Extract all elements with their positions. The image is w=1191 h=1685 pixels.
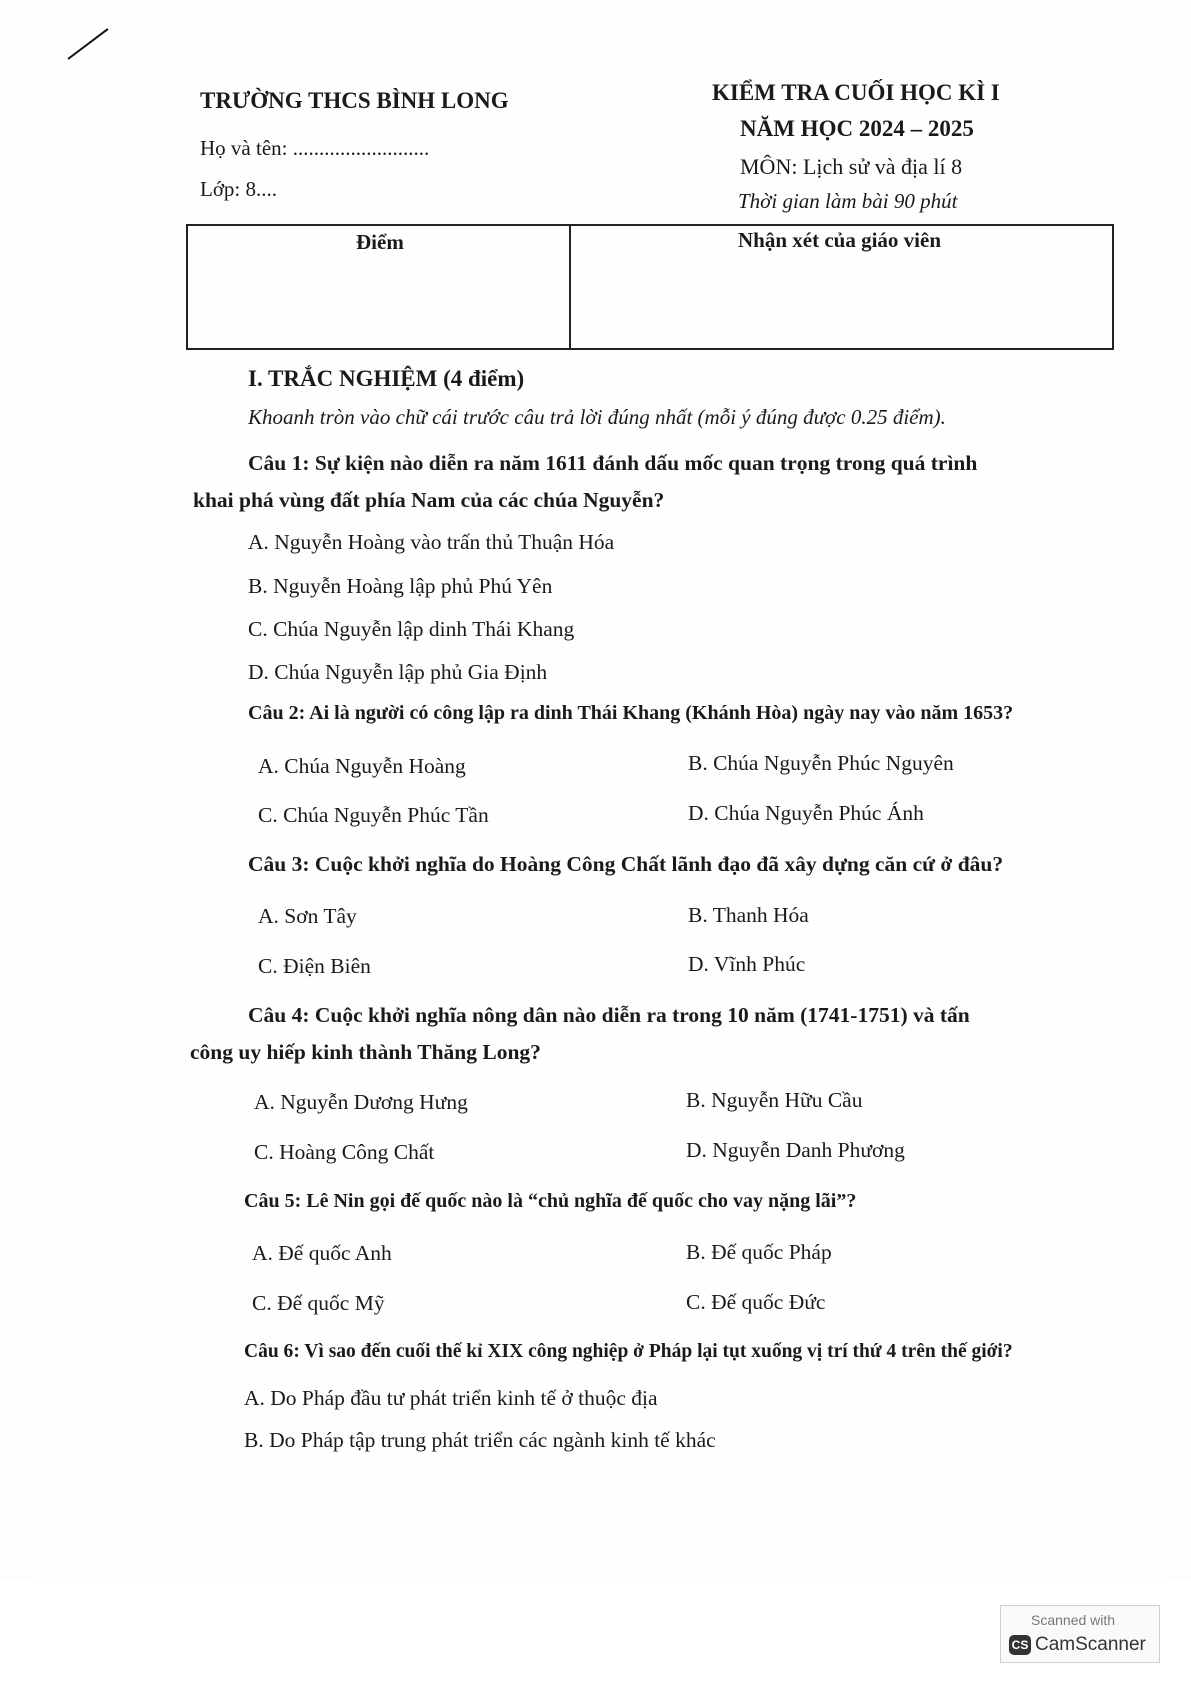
- q2-option-d: D. Chúa Nguyễn Phúc Ánh: [688, 801, 924, 825]
- watermark-caption: Scanned with: [1031, 1612, 1116, 1628]
- q1-option-b: B. Nguyễn Hoàng lập phủ Phú Yên: [248, 574, 553, 598]
- question-6: [244, 1341, 1013, 1363]
- camscanner-watermark: [1000, 1605, 1160, 1663]
- question-5: [244, 1190, 856, 1213]
- score-table: [186, 224, 1114, 350]
- q5-option-a: A. Đế quốc Anh: [252, 1241, 392, 1265]
- q1-option-c: C. Chúa Nguyễn lập dinh Thái Khang: [248, 617, 575, 641]
- question-text: : Vì sao đến cuối thế kỉ XIX công nghiệp ở Pháp lại tụt xuống vị trí thứ 4 trên thế giới?: [293, 1341, 1013, 1362]
- question-1: [248, 451, 977, 476]
- exam-duration: Thời gian làm bài 90 phút: [738, 189, 958, 213]
- class-field: Lớp: 8....: [200, 177, 278, 201]
- exam-title: KIỂM TRA CUỐI HỌC KÌ I: [712, 80, 1000, 105]
- question-label: Câu 4: [248, 1003, 303, 1027]
- q5-option-d: C. Đế quốc Đức: [686, 1290, 826, 1314]
- school-year: NĂM HỌC 2024 – 2025: [740, 116, 974, 141]
- question-3: [248, 852, 1003, 877]
- section-title: I. TRẮC NGHIỆM (4 điểm): [248, 366, 525, 391]
- question-2: [248, 702, 1013, 725]
- q1-option-a: A. Nguyễn Hoàng vào trấn thủ Thuận Hóa: [248, 530, 615, 554]
- q6-option-a: A. Do Pháp đầu tư phát triển kinh tế ở thuộc địa: [244, 1386, 658, 1410]
- q4-option-d: D. Nguyễn Danh Phương: [686, 1138, 905, 1162]
- q4-option-a: A. Nguyễn Dương Hưng: [254, 1090, 468, 1114]
- student-name-field: Họ và tên: ..........................: [200, 136, 430, 160]
- question-label: Câu 1: [248, 451, 303, 475]
- q5-option-c: C. Đế quốc Mỹ: [252, 1291, 385, 1315]
- question-4-cont: công uy hiếp kinh thành Thăng Long?: [190, 1040, 541, 1064]
- question-label: Câu 5: [244, 1190, 295, 1212]
- section-instruction: Khoanh tròn vào chữ cái trước câu trả lời đúng nhất (mỗi ý đúng được 0.25 điểm).: [248, 405, 946, 429]
- school-name: TRƯỜNG THCS BÌNH LONG: [200, 88, 509, 113]
- q2-option-c: C. Chúa Nguyễn Phúc Tần: [258, 803, 489, 827]
- question-text: : Lê Nin gọi đế quốc nào là “chủ nghĩa đế quốc cho vay nặng lãi”?: [294, 1190, 857, 1212]
- q3-option-d: D. Vĩnh Phúc: [688, 952, 806, 976]
- q4-option-c: C. Hoàng Công Chất: [254, 1140, 435, 1164]
- question-1-cont: khai phá vùng đất phía Nam của các chúa Nguyễn?: [193, 488, 665, 512]
- question-4: [248, 1003, 970, 1028]
- q2-option-b: B. Chúa Nguyễn Phúc Nguyên: [688, 751, 954, 775]
- question-label: Câu 3: [248, 852, 303, 876]
- q3-option-b: B. Thanh Hóa: [688, 903, 809, 927]
- score-header: Điểm: [356, 230, 404, 254]
- q5-option-b: B. Đế quốc Pháp: [686, 1240, 832, 1264]
- camscanner-logo-icon: CS: [1009, 1635, 1031, 1655]
- question-label: Câu 2: [248, 702, 299, 724]
- question-text: : Sự kiện nào diễn ra năm 1611 đánh dấu mốc quan trọng trong quá trình: [302, 451, 978, 475]
- watermark-brand: CamScanner: [1035, 1634, 1146, 1655]
- subject: MÔN: Lịch sử và địa lí 8: [740, 154, 963, 179]
- q4-option-b: B. Nguyễn Hữu Cầu: [686, 1088, 863, 1112]
- table-divider: [569, 226, 571, 348]
- q6-option-b: B. Do Pháp tập trung phát triển các ngành kinh tế khác: [244, 1428, 716, 1452]
- teacher-comment-header: Nhận xét của giáo viên: [738, 228, 942, 252]
- q3-option-c: C. Điện Biên: [258, 954, 371, 978]
- question-text: : Ai là người có công lập ra dinh Thái Khang (Khánh Hòa) ngày nay vào năm 1653?: [298, 702, 1014, 724]
- q1-option-d: D. Chúa Nguyễn lập phủ Gia Định: [248, 660, 548, 684]
- q2-option-a: A. Chúa Nguyễn Hoàng: [258, 754, 466, 778]
- q3-option-a: A. Sơn Tây: [258, 904, 357, 928]
- question-label: Câu 6: [244, 1341, 294, 1362]
- question-text: : Cuộc khởi nghĩa do Hoàng Công Chất lãnh đạo đã xây dựng căn cứ ở đâu?: [302, 852, 1004, 876]
- question-text: : Cuộc khởi nghĩa nông dân nào diễn ra trong 10 năm (1741-1751) và tấn: [302, 1003, 970, 1027]
